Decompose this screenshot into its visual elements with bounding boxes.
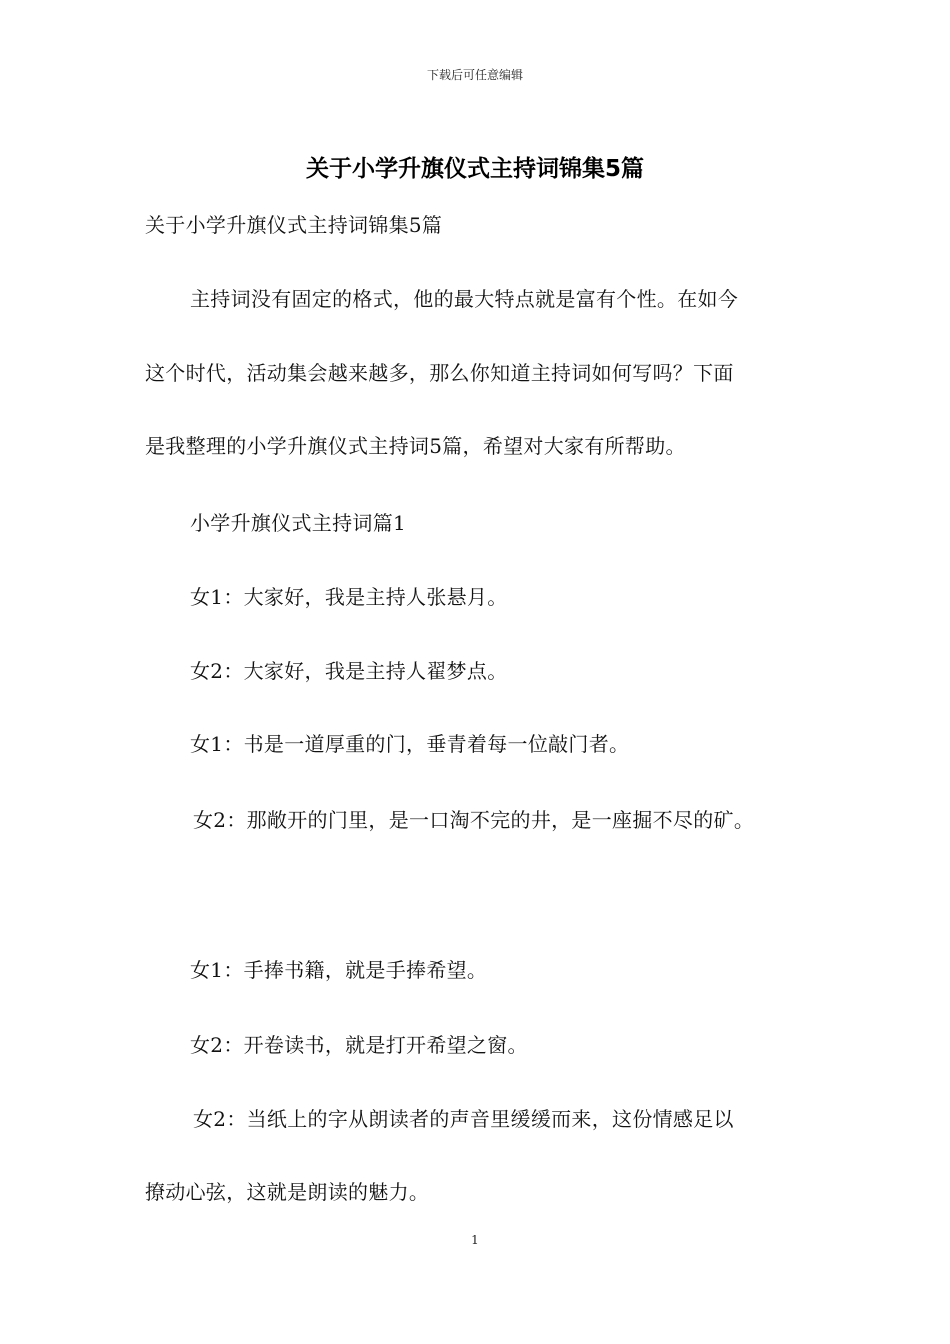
dialogue-line: 女2：开卷读书，就是打开希望之窗。 [190, 1033, 528, 1057]
intro-line-3: 是我整理的小学升旗仪式主持词5篇，希望对大家有所帮助。 [145, 434, 686, 458]
dialogue-line: 女2：大家好，我是主持人翟梦点。 [190, 659, 508, 683]
dialogue-line: 女2：那敞开的门里，是一口淘不完的井，是一座掘不尽的矿。 [193, 808, 755, 832]
dialogue-line: 女2：当纸上的字从朗读者的声音里缓缓而来，这份情感足以 [193, 1107, 734, 1131]
intro-line-1: 主持词没有固定的格式，他的最大特点就是富有个性。在如今 [190, 287, 739, 311]
dialogue-line: 撩动心弦，这就是朗读的魅力。 [145, 1180, 430, 1204]
document-title: 关于小学升旗仪式主持词锦集5篇 [305, 156, 644, 182]
dialogue-line: 女1：手捧书籍，就是手捧希望。 [190, 958, 488, 982]
section-heading: 小学升旗仪式主持词篇1 [190, 511, 407, 535]
dialogue-line: 女1：大家好，我是主持人张悬月。 [190, 585, 508, 609]
header-note: 下载后可任意编辑 [426, 68, 523, 82]
intro-line-2: 这个时代，活动集会越来越多，那么你知道主持词如何写吗？下面 [145, 361, 734, 385]
document-subtitle: 关于小学升旗仪式主持词锦集5篇 [145, 213, 443, 237]
dialogue-line: 女1：书是一道厚重的门，垂青着每一位敲门者。 [190, 732, 630, 756]
page-number: 1 [471, 1233, 479, 1247]
